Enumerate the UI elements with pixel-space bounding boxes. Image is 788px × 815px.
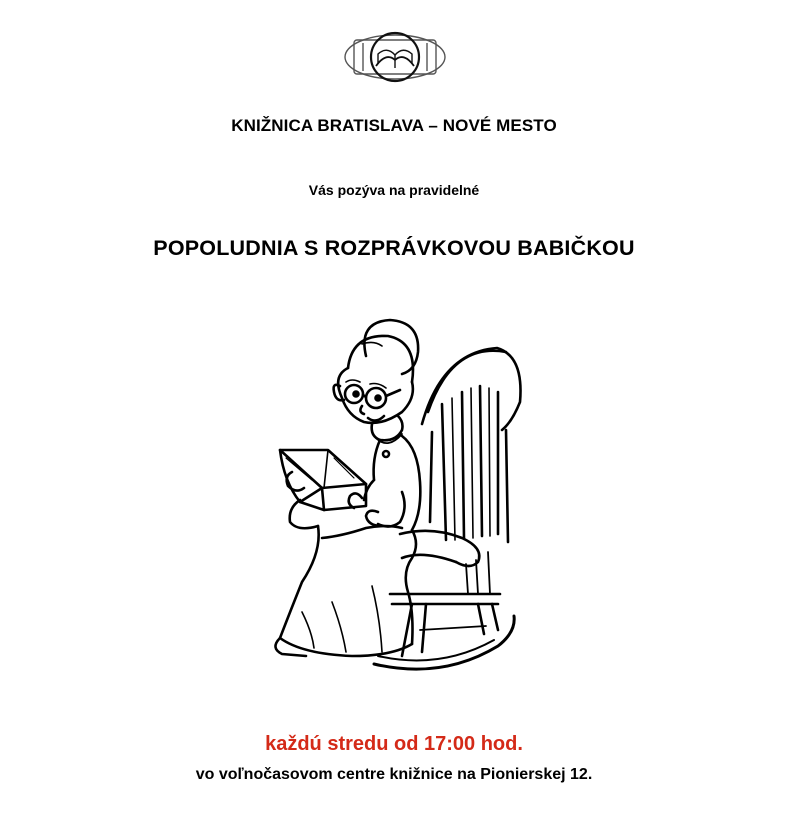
library-book-logo-icon [343, 28, 447, 86]
organization-name: KNIŽNICA BRATISLAVA – NOVÉ MESTO [231, 116, 557, 135]
event-schedule: každú stredu od 17:00 hod. [265, 733, 523, 755]
grandmother-reading-in-rocking-chair-icon [262, 312, 530, 680]
event-title: POPOLUDNIA S ROZPRÁVKOVOU BABIČKOU [153, 236, 635, 260]
invitation-lead: Vás pozýva na pravidelné [308, 182, 480, 198]
event-location: vo voľnočasovom centre knižnice na Pionierskej 12. [195, 766, 593, 783]
